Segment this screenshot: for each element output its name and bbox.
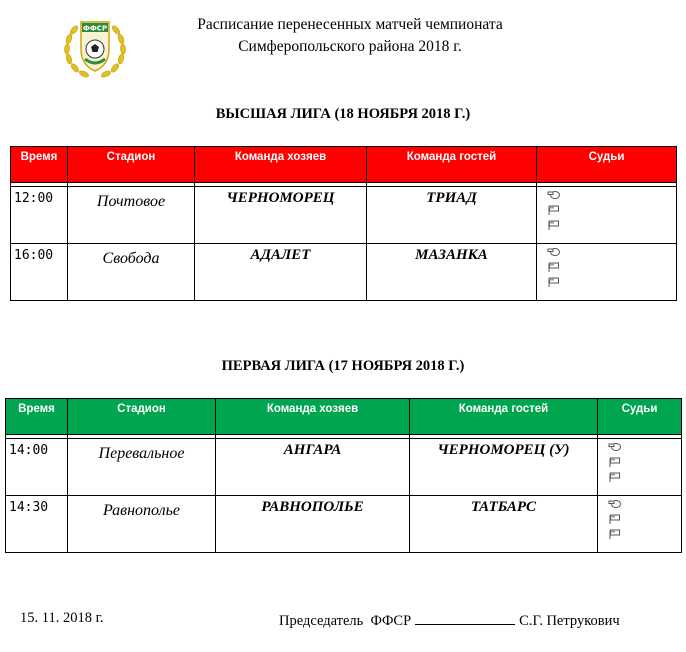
referees-cell [537, 244, 677, 301]
match-stadium: Свобода [68, 244, 195, 301]
match-time: 16:00 [11, 244, 68, 301]
ffsr-logo [57, 9, 133, 85]
document-title [160, 14, 540, 58]
home-team: АДАЛЕТ [195, 244, 367, 301]
footer-signature [279, 610, 620, 630]
match-stadium: Равнополье [68, 496, 216, 553]
away-team: ТРИАД [367, 187, 537, 244]
schedule-table-top [10, 146, 677, 301]
col-referees: Судьи [537, 147, 677, 183]
col-stadium: Стадион [68, 399, 216, 435]
match-time: 14:00 [6, 439, 68, 496]
whistle-icon [547, 190, 561, 200]
referees-cell [598, 496, 682, 553]
table-row [11, 187, 677, 244]
chairman-label: Председатель ФФСР [279, 613, 412, 629]
svg-text:ФФСР: ФФСР [82, 24, 108, 33]
match-time: 14:30 [6, 496, 68, 553]
flag-icon [608, 514, 622, 524]
referees-cell [537, 187, 677, 244]
match-stadium: Почтовое [68, 187, 195, 244]
home-team: АНГАРА [216, 439, 410, 496]
col-stadium: Стадион [68, 147, 195, 183]
table-row [11, 244, 677, 301]
title-line-2: Симферопольского района 2018 г. [238, 38, 462, 55]
title-line-1: Расписание перенесенных матчей чемпионата [197, 16, 503, 33]
away-team: ТАТБАРС [410, 496, 598, 553]
flag-icon [608, 472, 622, 482]
match-time: 12:00 [11, 187, 68, 244]
whistle-icon [608, 442, 622, 452]
flag-icon [608, 529, 622, 539]
signer-name: С.Г. Петрукович [519, 613, 620, 629]
whistle-icon [547, 247, 561, 257]
flag-icon [547, 277, 561, 287]
col-time: Время [6, 399, 68, 435]
match-stadium: Перевальное [68, 439, 216, 496]
col-referees: Судьи [598, 399, 682, 435]
col-home: Команда хозяев [195, 147, 367, 183]
home-team: РАВНОПОЛЬЕ [216, 496, 410, 553]
flag-icon [608, 457, 622, 467]
col-away: Команда гостей [367, 147, 537, 183]
away-team: ЧЕРНОМОРЕЦ (У) [410, 439, 598, 496]
league-title-first: ПЕРВАЯ ЛИГА (17 НОЯБРЯ 2018 Г.) [221, 358, 465, 374]
away-team: МАЗАНКА [367, 244, 537, 301]
footer-date: 15. 11. 2018 г. [20, 610, 104, 626]
flag-icon [547, 220, 561, 230]
whistle-icon [608, 499, 622, 509]
league-title-top: ВЫСШАЯ ЛИГА (18 НОЯБРЯ 2018 Г.) [215, 106, 471, 122]
referees-cell [598, 439, 682, 496]
flag-icon [547, 262, 561, 272]
col-home: Команда хозяев [216, 399, 410, 435]
table-header-row [6, 399, 682, 435]
table-header-row [11, 147, 677, 183]
flag-icon [547, 205, 561, 215]
schedule-table-first [5, 398, 682, 553]
table-row [6, 439, 682, 496]
table-row [6, 496, 682, 553]
home-team: ЧЕРНОМОРЕЦ [195, 187, 367, 244]
col-time: Время [11, 147, 68, 183]
signature-line [415, 610, 515, 625]
col-away: Команда гостей [410, 399, 598, 435]
